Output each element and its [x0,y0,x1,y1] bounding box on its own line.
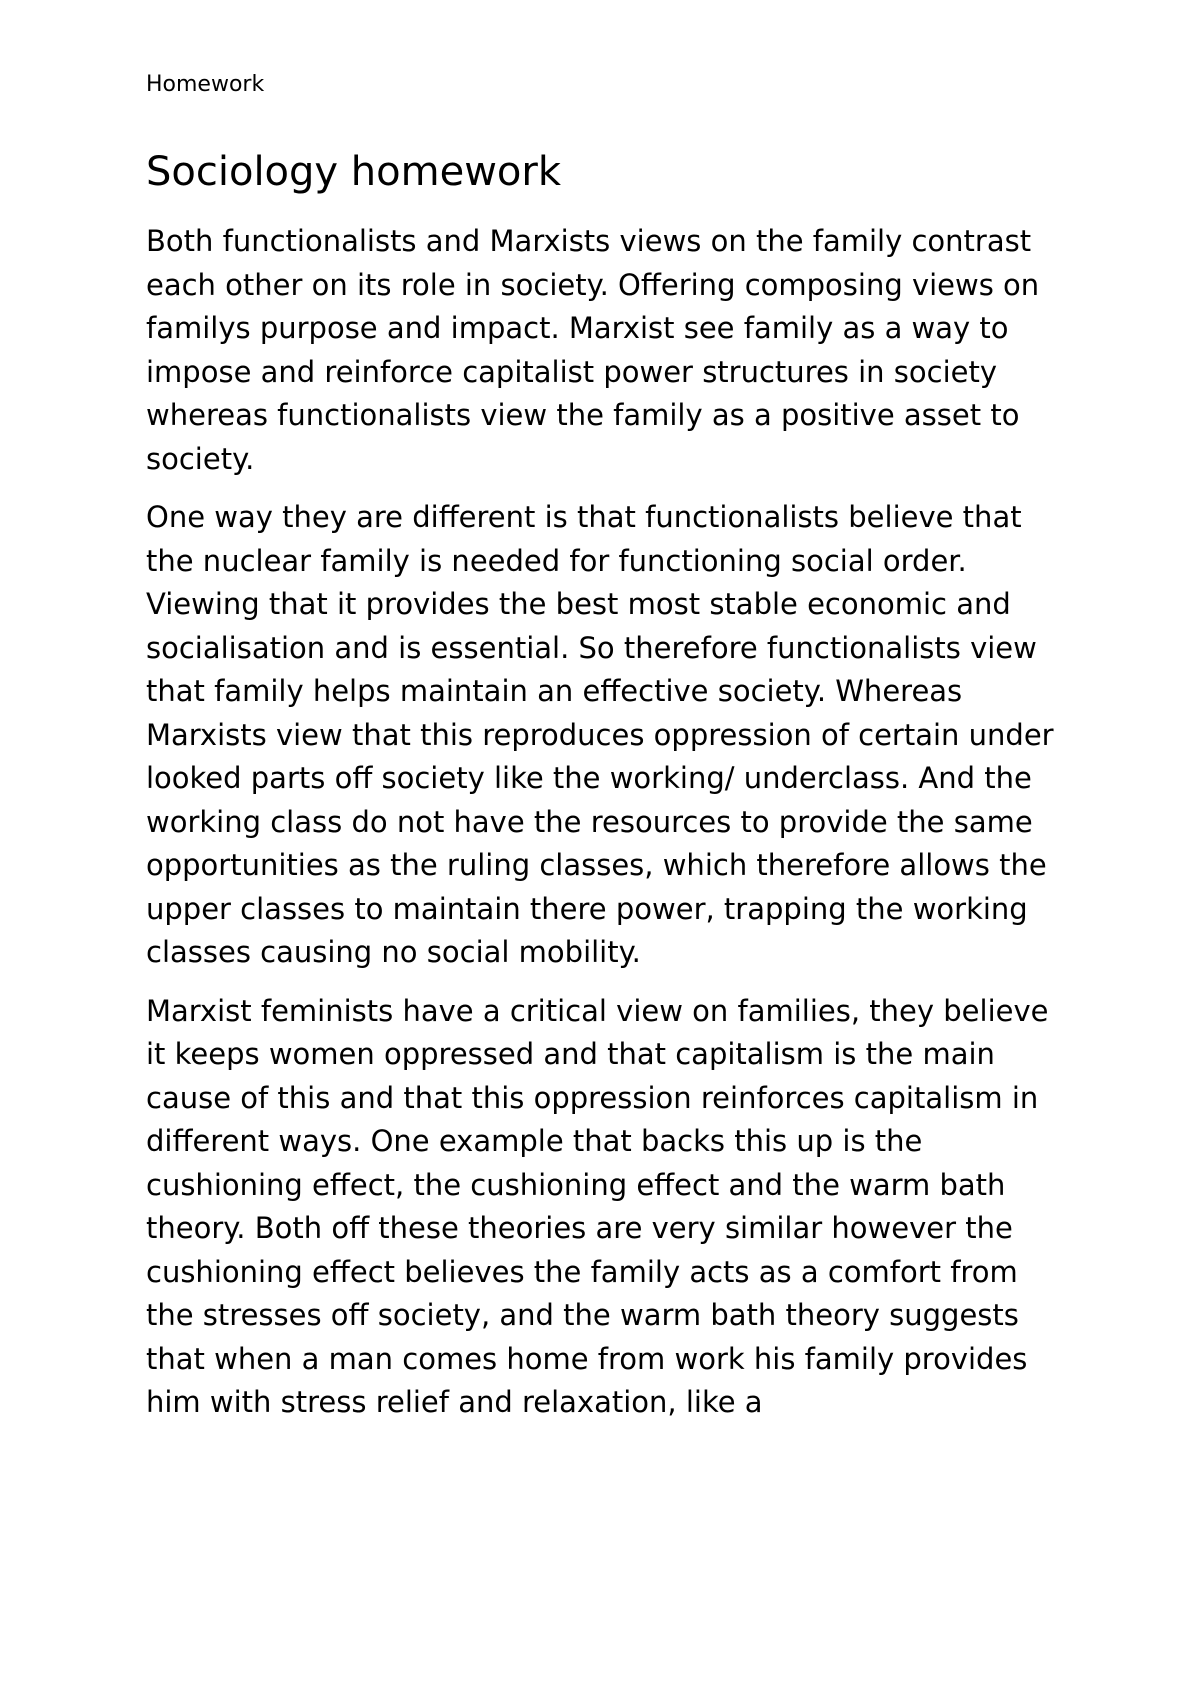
paragraph-3: Marxist feminists have a critical view on families, they believe it keeps women oppressed and that capitalism is the main cause of this and that this oppression reinforces capitalism in different ways. One example that backs this up is the cushioning effect, the cushioning effect and the warm bath theory. Both off these theories are very similar however the cushioning effect believes the family acts as a comfort from the stresses off society, and the warm bath theory suggests that when a man comes home from work his family provides him with stress relief and relaxation, like a [146,993,1049,1419]
paragraph-2: One way they are different is that functionalists believe that the nuclear family is needed for functioning social order. Viewing that it provides the best most stable economic and socialisation and is essential. So therefore functionalists view that family helps maintain an effective society. Whereas Marxists view that this reproduces oppression of certain under looked parts off society like the working/ underclass. And the working class do not have the resources to provide the same opportunities as the ruling classes, which therefore allows the upper classes to maintain there power, trapping the working classes causing no social mobility. [146,500,1054,969]
page-title: Sociology homework [146,149,561,195]
paragraph-1: Both functionalists and Marxists views on the family contrast each other on its role in society. Offering composing views on familys purpose and impact. Marxist see family as a way to impose and reinforce capitalist power structures in society whereas functionalists view the family as a positive asset to society. [146,224,1040,476]
document-page [146,0,1066,1696]
page-header: Homework [146,72,265,97]
document-body [146,220,1066,1440]
